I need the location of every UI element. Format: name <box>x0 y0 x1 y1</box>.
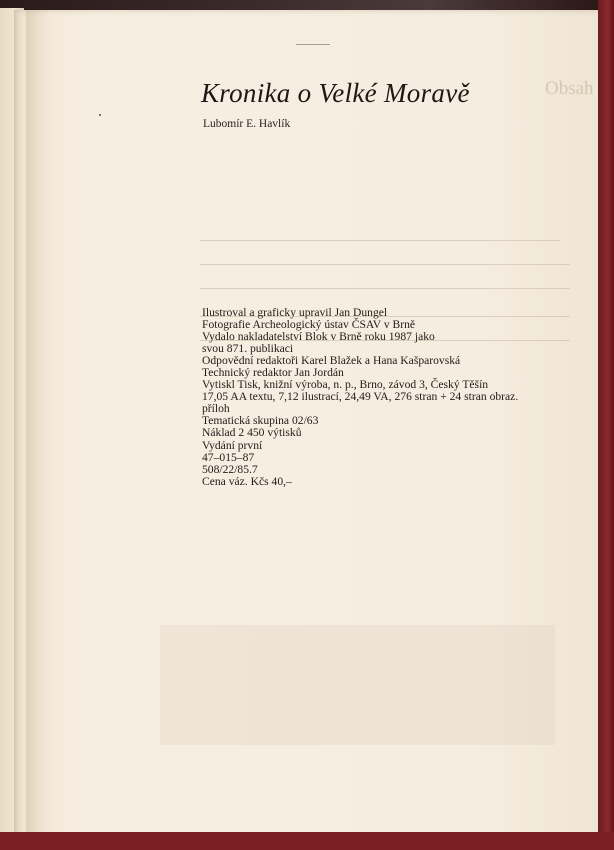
ghost-line <box>200 264 570 265</box>
ghost-line <box>200 288 570 289</box>
book-author: Lubomír E. Havlík <box>203 118 291 130</box>
imprint-line: Cena váz. Kčs 40,– <box>202 474 292 488</box>
imprint-line: Technický redaktor Jan Jordán <box>202 366 344 380</box>
imprint-line: Náklad 2 450 výtisků <box>202 426 302 440</box>
red-cover-bottom <box>0 832 614 850</box>
imprint-line: Odpovědní redaktoři Karel Blažek a Hana Kašparovská <box>202 354 461 368</box>
ghost-line <box>200 240 560 241</box>
book-title: Kronika o Velké Moravě <box>201 78 470 108</box>
imprint-line: Vydání první <box>202 438 263 452</box>
imprint-block <box>202 307 592 488</box>
imprint-line: 47–015–87 <box>202 450 255 464</box>
imprint-line: Ilustroval a graficky upravil Jan Dungel <box>202 306 388 319</box>
decorative-dash <box>296 44 330 45</box>
imprint-line: Vytiskl Tisk, knižní výroba, n. p., Brno, závod 3, Český Těšín <box>202 378 489 392</box>
imprint-line: Vydalo nakladatelství Blok v Brně roku 1987 jako <box>202 330 435 344</box>
imprint-line: svou 871. publikaci <box>202 342 294 356</box>
page-speck <box>99 114 101 116</box>
imprint-line: Fotografie Archeologický ústav ČSAV v Brně <box>202 318 416 332</box>
imprint-line: příloh <box>202 402 230 416</box>
imprint-line: 17,05 AA textu, 7,12 ilustrací, 24,49 VA, 276 stran + 24 stran obraz. <box>202 390 519 404</box>
red-cover-edge <box>598 0 614 850</box>
page-gutter-shadow <box>26 10 50 838</box>
ghost-paragraph <box>160 625 555 745</box>
imprint-line: 508/22/85.7 <box>202 462 258 476</box>
imprint-line: Tematická skupina 02/63 <box>202 414 319 428</box>
ghost-heading: Obsah <box>545 78 594 99</box>
